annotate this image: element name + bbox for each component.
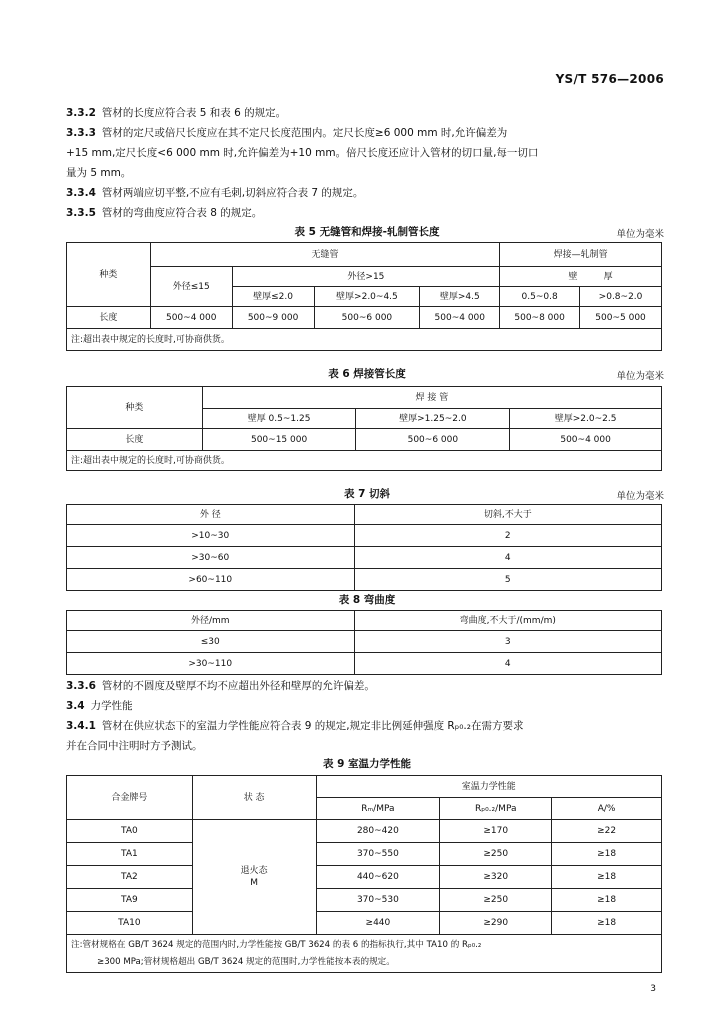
table8-value: 4 — [354, 653, 662, 675]
table9-rp: ≥320 — [440, 866, 552, 889]
page-number: 3 — [650, 984, 656, 994]
table8-od: >30~110 — [67, 653, 355, 675]
table9-mech-header: 室温力学性能 — [316, 776, 662, 798]
table9-rp: ≥250 — [440, 843, 552, 866]
table7 — [66, 504, 662, 591]
table5-sub-1: 壁厚≤2.0 — [232, 287, 314, 307]
table9-rm: 440~620 — [316, 866, 440, 889]
table9-note: 注:管材规格在 GB/T 3624 规定的范围内时,力学性能按 GB/T 3624 的表 6 的指标执行,其中 TA10 的 Rₚ₀.₂ ≥300 MPa;管材规格超出 GB/T 3624 规定的范围时,力学性能按本表的规定。 — [67, 935, 662, 973]
table5-cell: 500~9 000 — [232, 307, 314, 329]
table9-rp: ≥170 — [440, 820, 552, 843]
table6-cell: 500~4 000 — [510, 429, 662, 451]
table6-cell: 500~15 000 — [202, 429, 356, 451]
section-3-3-3: 3.3.3 管材的定尺或倍尺长度应在其不定尺长度范围内。定尺长度≥6 000 mm 时,允许偏差为 +15 mm,定尺长度<6 000 mm 时,允许偏差为+10 mm。倍尺长度还应计入管材的切口量,每一切口 量为 5 mm。 — [66, 127, 539, 179]
table7-od: >60~110 — [67, 569, 355, 591]
table9 — [66, 775, 662, 973]
table7-value: 5 — [354, 569, 661, 591]
table9-state-header: 状 态 — [192, 776, 316, 820]
table9-caption: 表 9 室温力学性能 — [322, 758, 412, 770]
table5-sub-3: 壁厚>4.5 — [420, 287, 500, 307]
table7-bevel-header: 切斜,不大于 — [354, 505, 661, 525]
table9-state — [192, 820, 316, 935]
table5-sub-2: 壁厚>2.0~4.5 — [314, 287, 420, 307]
table5-cell: 500~4 000 — [420, 307, 500, 329]
table6-row-label: 长度 — [67, 429, 203, 451]
table5-caption: 表 5 无缝管和焊接-轧制管长度 — [294, 226, 440, 238]
table5-wall-header: 壁 — [500, 267, 580, 287]
table5-kind-header: 种类 — [67, 243, 151, 307]
table5-welded-rolled-header: 焊接—轧制管 — [500, 243, 662, 267]
table8-od: ≤30 — [67, 631, 355, 653]
table9-alloy: TA0 — [67, 820, 193, 843]
table9-rm: 280~420 — [316, 820, 440, 843]
table5-seamless-header: 无缝管 — [150, 243, 499, 267]
section-3-4: 3.4 力学性能 — [66, 700, 133, 712]
table5-unit: 单位为毫米 — [616, 229, 664, 240]
table5-row-label: 长度 — [67, 307, 151, 329]
table9-a: ≥18 — [552, 912, 662, 935]
table9-rm-header: Rₘ/MPa — [316, 798, 440, 820]
table6 — [66, 386, 662, 471]
table9-alloy: TA1 — [67, 843, 193, 866]
table9-rm: 370~550 — [316, 843, 440, 866]
table9-alloy-header: 合金牌号 — [67, 776, 193, 820]
table8-value: 3 — [354, 631, 662, 653]
table5 — [66, 242, 662, 351]
table5-sub-4: 0.5~0.8 — [500, 287, 580, 307]
section-3-3-2: 3.3.2 管材的长度应符合表 5 和表 6 的规定。 — [66, 107, 287, 119]
table6-welded-header: 焊 接 管 — [202, 387, 661, 409]
table6-unit: 单位为毫米 — [616, 371, 664, 382]
table9-a: ≥18 — [552, 889, 662, 912]
table5-cell: 500~6 000 — [314, 307, 420, 329]
table8-caption: 表 8 弯曲度 — [338, 594, 396, 606]
table9-a: ≥18 — [552, 843, 662, 866]
table9-rp: ≥250 — [440, 889, 552, 912]
table7-od: >10~30 — [67, 525, 355, 547]
table5-cell: 500~5 000 — [580, 307, 662, 329]
table9-a: ≥22 — [552, 820, 662, 843]
section-3-3-4: 3.3.4 管材两端应切平整,不应有毛刺,切斜应符合表 7 的规定。 — [66, 187, 364, 199]
table6-note: 注:超出表中规定的长度时,可协商供货。 — [67, 451, 662, 471]
table7-value: 2 — [354, 525, 661, 547]
section-3-4-1: 3.4.1 管材在供应状态下的室温力学性能应符合表 9 的规定,规定非比例延伸强度 Rₚ₀.₂在需方要求 并在合同中注明时方予测试。 — [66, 720, 524, 752]
table9-rm: ≥440 — [316, 912, 440, 935]
section-3-3-6: 3.3.6 管材的不圆度及壁厚不均不应超出外径和壁厚的允许偏差。 — [66, 680, 375, 692]
table7-unit: 单位为毫米 — [616, 491, 664, 502]
table6-sub-2: 壁厚>1.25~2.0 — [356, 409, 510, 429]
table9-alloy: TA10 — [67, 912, 193, 935]
table7-od-header: 外 径 — [67, 505, 355, 525]
table6-sub-3: 壁厚>2.0~2.5 — [510, 409, 662, 429]
table5-note: 注:超出表中规定的长度时,可协商供货。 — [67, 329, 662, 351]
table7-caption: 表 7 切斜 — [343, 488, 391, 500]
table8-bend-header: 弯曲度,不大于/(mm/m) — [354, 611, 662, 631]
table5-od-gt15: 外径>15 — [232, 267, 500, 287]
table8 — [66, 610, 662, 675]
table9-state-line1: 退火态 — [240, 866, 268, 876]
doc-code: YS/T 576—2006 — [555, 72, 664, 86]
table9-rm: 370~530 — [316, 889, 440, 912]
table7-value: 4 — [354, 547, 661, 569]
table9-a: ≥18 — [552, 866, 662, 889]
table9-a-header: A/% — [552, 798, 662, 820]
table6-cell: 500~6 000 — [356, 429, 510, 451]
table7-od: >30~60 — [67, 547, 355, 569]
table5-sub-5: >0.8~2.0 — [580, 287, 662, 307]
table6-kind-header: 种类 — [67, 387, 203, 429]
table8-od-header: 外径/mm — [67, 611, 355, 631]
table6-caption: 表 6 焊接管长度 — [328, 368, 406, 380]
table6-sub-1: 壁厚 0.5~1.25 — [202, 409, 356, 429]
table9-rp: ≥290 — [440, 912, 552, 935]
table5-thick-header: 厚 — [580, 267, 662, 287]
table9-alloy: TA9 — [67, 889, 193, 912]
table9-rp-header: Rₚ₀.₂/MPa — [440, 798, 552, 820]
table9-alloy: TA2 — [67, 866, 193, 889]
section-3-3-5: 3.3.5 管材的弯曲度应符合表 8 的规定。 — [66, 207, 263, 219]
table9-state-line2: M — [250, 878, 259, 888]
table5-cell: 500~8 000 — [500, 307, 580, 329]
table5-cell: 500~4 000 — [150, 307, 232, 329]
table5-od-le15: 外径≤15 — [150, 267, 232, 307]
